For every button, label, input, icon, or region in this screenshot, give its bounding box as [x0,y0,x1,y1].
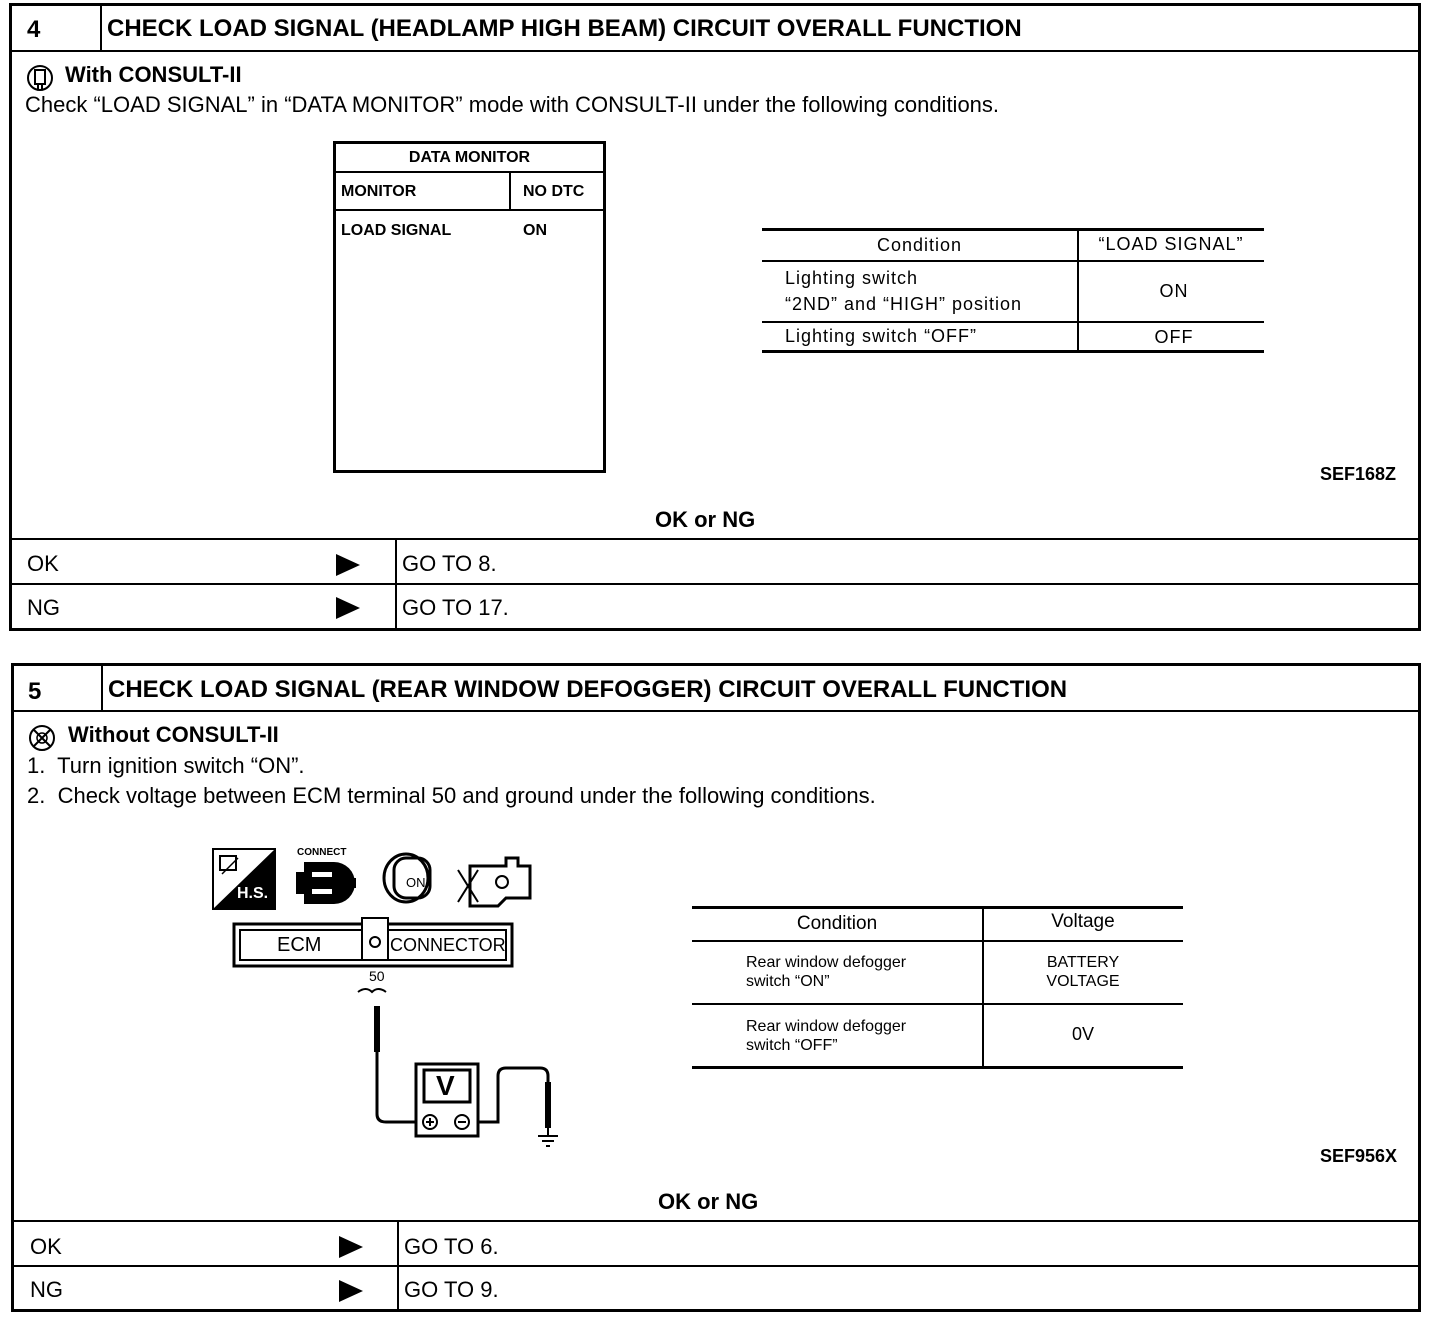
step-number: 5 [28,678,42,705]
hs-label: H.S. [237,885,269,902]
table-cell-value: VOLTAGE [1046,973,1120,990]
table-cell-value: OFF [1154,327,1194,347]
right-triangle-arrow-icon [336,597,360,619]
figure-code: SEF956X [1320,1146,1398,1166]
table-cell-value: BATTERY [1046,954,1120,971]
monitor-col-header: MONITOR [341,183,417,200]
result-ok-label: OK [30,1234,62,1259]
table-cell-condition: switch “OFF” [746,1037,838,1054]
connect-label: CONNECT [297,847,347,858]
result-ng-action: GO TO 17. [402,595,509,620]
right-triangle-arrow-icon [336,554,360,576]
result-ok-label: OK [27,551,59,576]
ecm-label: ECM [277,934,322,956]
table-cell-condition: Lighting switch “OFF” [785,326,978,346]
key-on-label: ON [406,875,426,890]
table-cell-value: ON [1159,281,1189,301]
table-cell-condition: switch “ON” [746,973,830,990]
voltmeter-label: V [436,1070,455,1101]
procedure-step-1: 1. Turn ignition switch “ON”. [27,753,305,778]
terminal-number: 50 [369,968,385,984]
result-ok-action: GO TO 6. [404,1234,499,1259]
table-header-condition: Condition [796,913,878,934]
method-label: Without CONSULT-II [68,722,279,747]
table-cell-value: 0V [1071,1024,1095,1044]
table-cell-condition: Rear window defogger [746,954,907,971]
table-cell-condition: “2ND” and “HIGH” position [785,294,1023,314]
result-ng-label: NG [27,595,60,620]
monitor-dtc-header: NO DTC [523,183,585,200]
result-ng-action: GO TO 9. [404,1277,499,1302]
connector-label: CONNECTOR [390,935,506,955]
result-heading: OK or NG [655,507,756,532]
monitor-item-value: ON [523,222,547,239]
step-title: CHECK LOAD SIGNAL (REAR WINDOW DEFOGGER) CIRCUIT OVERALL FUNCTION [108,676,1068,703]
method-label: With CONSULT-II [65,62,242,87]
table-cell-condition: Lighting switch [785,268,919,288]
step-number: 4 [27,16,41,43]
procedure-step-2: 2. Check voltage between ECM terminal 50 and ground under the following conditions. [27,783,876,808]
monitor-title: DATA MONITOR [408,149,531,166]
result-ok-action: GO TO 8. [402,551,497,576]
right-triangle-arrow-icon [339,1280,363,1302]
table-header-load-signal: “LOAD SIGNAL” [1098,234,1244,254]
right-triangle-arrow-icon [339,1236,363,1258]
result-ng-label: NG [30,1277,63,1302]
no-consult-icon [26,724,60,752]
monitor-item-label: LOAD SIGNAL [341,222,452,239]
table-cell-condition: Rear window defogger [746,1018,907,1035]
step-title: CHECK LOAD SIGNAL (HEADLAMP HIGH BEAM) CIRCUIT OVERALL FUNCTION [107,15,1022,42]
result-heading: OK or NG [658,1189,759,1214]
engine-off-icon [456,852,538,910]
voltmeter-circuit [350,984,570,1154]
table-header-voltage: Voltage [1051,911,1115,932]
instruction-text: Check “LOAD SIGNAL” in “DATA MONITOR” mode with CONSULT-II under the following conditions. [25,92,1000,117]
figure-code: SEF168Z [1320,464,1397,484]
table-header-condition: Condition [876,235,963,255]
consult-plug-icon [24,64,58,92]
connect-plug-icon [294,858,356,908]
